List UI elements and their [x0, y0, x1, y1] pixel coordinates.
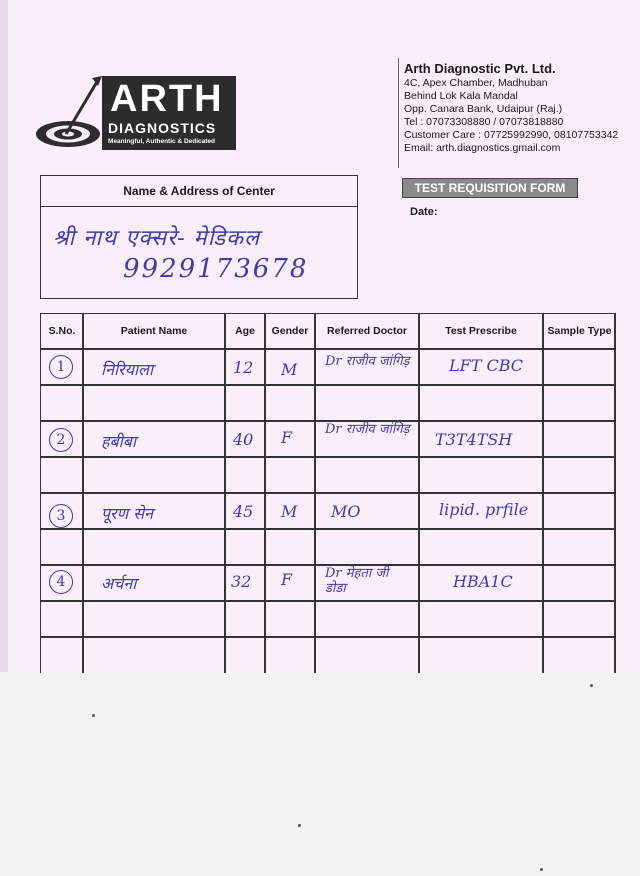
patient-name: निरियाला: [101, 360, 154, 379]
table-divider: [41, 492, 616, 494]
table-divider: [41, 456, 616, 458]
patient-name: पूरण सेन: [101, 504, 153, 523]
logo-subtitle: DIAGNOSTICS: [108, 120, 217, 136]
column-header: S.No.: [48, 325, 76, 337]
address-line: 4C, Apex Chamber, Madhuban: [404, 77, 548, 89]
column-header: Sample Type: [547, 325, 612, 337]
column-header: Patient Name: [120, 325, 188, 337]
patient-age: 40: [233, 430, 254, 449]
table-divider: [41, 636, 616, 638]
row-number: 4: [49, 570, 73, 594]
test-prescribed: T3T4TSH: [435, 430, 513, 449]
target-logo-icon: [34, 74, 104, 152]
row-number: 3: [49, 504, 73, 528]
patient-name: हबीबा: [101, 432, 137, 451]
logo-brand: ARTH: [110, 78, 224, 120]
address-line: Opp. Canara Bank, Udaipur (Raj.): [404, 103, 563, 115]
center-phone-handwritten: 9929173678: [123, 254, 309, 284]
patient-gender: M: [281, 360, 298, 379]
table-divider: [418, 314, 420, 673]
patient-age: 32: [231, 572, 252, 591]
patient-gender: F: [281, 570, 293, 589]
customer-care-line: Customer Care : 07725992990, 08107753342: [404, 129, 619, 141]
company-logo: [34, 74, 239, 152]
patient-age: 12: [233, 358, 254, 377]
patient-table: [40, 313, 616, 673]
background-surface: [0, 672, 640, 876]
table-divider: [82, 314, 84, 673]
center-name-handwritten: श्री नाथ एक्सरे- मेडिकल: [53, 226, 260, 251]
referred-doctor: Dr मेहता जी डोडा: [325, 566, 389, 596]
company-info: [404, 60, 634, 155]
center-box-header: Name & Address of Center: [41, 176, 357, 207]
patient-gender: F: [281, 428, 293, 447]
column-header: Age: [235, 325, 255, 337]
table-divider: [542, 314, 544, 673]
test-prescribed: HBA1C: [453, 572, 513, 591]
row-number: 1: [49, 355, 73, 379]
referred-doctor: Dr राजीव जांगिड़: [325, 422, 410, 437]
address-line: Behind Lok Kala Mandal: [404, 90, 518, 102]
logo-tagline: Meaningful, Authentic & Dedicated: [108, 138, 216, 145]
table-divider: [614, 314, 616, 673]
table-divider: [314, 314, 316, 673]
form-title: TEST REQUISITION FORM: [402, 178, 578, 198]
referred-doctor: MO: [331, 502, 361, 521]
test-prescribed: LFT CBC: [449, 356, 524, 375]
patient-name: अर्चना: [101, 574, 137, 593]
column-header: Gender: [271, 325, 309, 337]
patient-gender: M: [281, 502, 298, 521]
patient-age: 45: [233, 502, 254, 521]
table-divider: [264, 314, 266, 673]
table-divider: [41, 384, 616, 386]
referred-doctor: Dr राजीव जांगिड़: [325, 354, 410, 369]
table-divider: [41, 348, 616, 350]
header-divider: [398, 58, 399, 168]
company-name: Arth Diagnostic Pvt. Ltd.: [404, 61, 556, 76]
table-divider: [224, 314, 226, 673]
sheet-edge: [0, 0, 8, 672]
column-header: Referred Doctor: [327, 325, 407, 337]
row-number: 2: [49, 428, 73, 452]
email-line: Email: arth.diagnostics.gmail.com: [404, 142, 561, 154]
column-header: Test Prescribe: [445, 325, 517, 337]
test-prescribed: lipid. prfile: [439, 500, 529, 519]
date-label: Date:: [410, 206, 438, 218]
table-divider: [41, 528, 616, 530]
logo-box: [102, 76, 236, 150]
phone-line: Tel : 07073308880 / 07073818880: [404, 116, 564, 128]
table-divider: [41, 600, 616, 602]
center-address-box: [40, 175, 358, 299]
